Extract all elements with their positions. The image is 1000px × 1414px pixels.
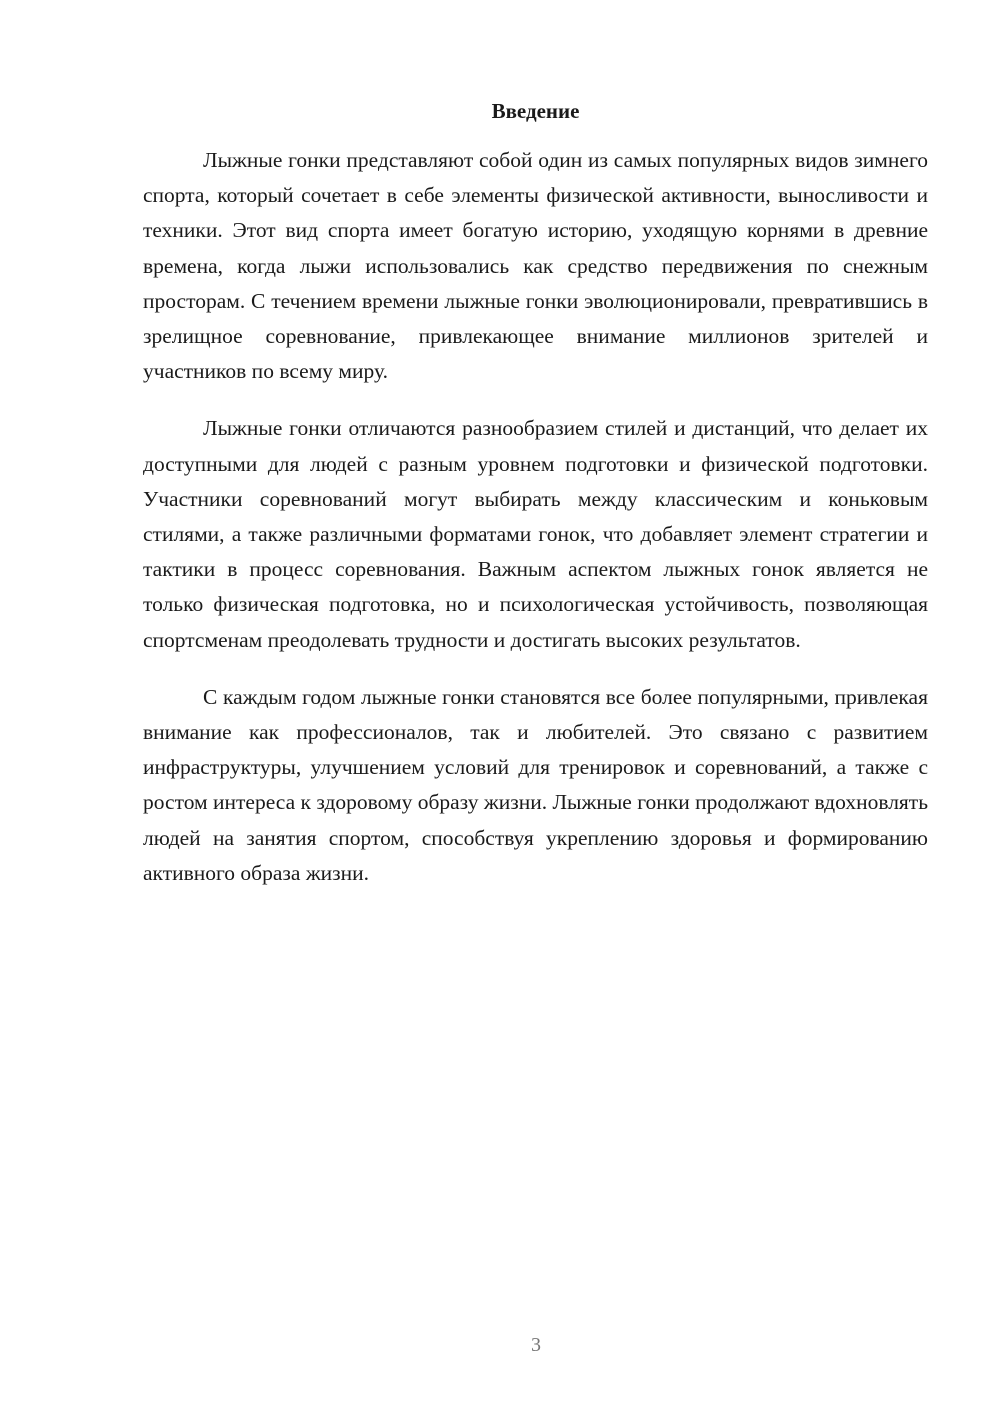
page-number: 3 xyxy=(531,1334,541,1356)
document-body xyxy=(143,143,928,913)
paragraph-3: С каждым годом лыжные гонки становятся все более популярными, привлекая внимание как профессионалов, так и любителей. Это связано с развитием инфраструктуры, улучшением условий для тренировок и соревнований, а также с ростом интереса к здоровому образу жизни. Лыжные гонки продолжают вдохновлять людей на занятия спортом, способствуя укреплению здоровья и формированию активного образа жизни. xyxy=(143,684,929,885)
section-heading: Введение xyxy=(491,99,580,123)
paragraph-1: Лыжные гонки представляют собой один из самых популярных видов зимнего спорта, который сочетает в себе элементы физической активности, выносливости и техники. Этот вид спорта имеет богатую историю, уходящую корнями в древние времена, когда лыжи использовались как средство передвижения по снежным просторам. С течением времени лыжные гонки эволюционировали, превратившись в зрелищное соревнование, привлекающее внимание миллионов зрителей и участников по всему миру. xyxy=(143,148,928,384)
paragraph-2: Лыжные гонки отличаются разнообразием стилей и дистанций, что делает их доступными для людей с разным уровнем подготовки и физической подготовки. Участники соревнований могут выбирать между классическим и коньковым стилями, а также различными форматами гонок, что добавляет элемент стратегии и тактики в процесс соревнования. Важным аспектом лыжных гонок является не только физическая подготовка, но и психологическая устойчивость, позволяющая спортсменам преодолевать трудности и достигать высоких результатов. xyxy=(143,416,928,652)
